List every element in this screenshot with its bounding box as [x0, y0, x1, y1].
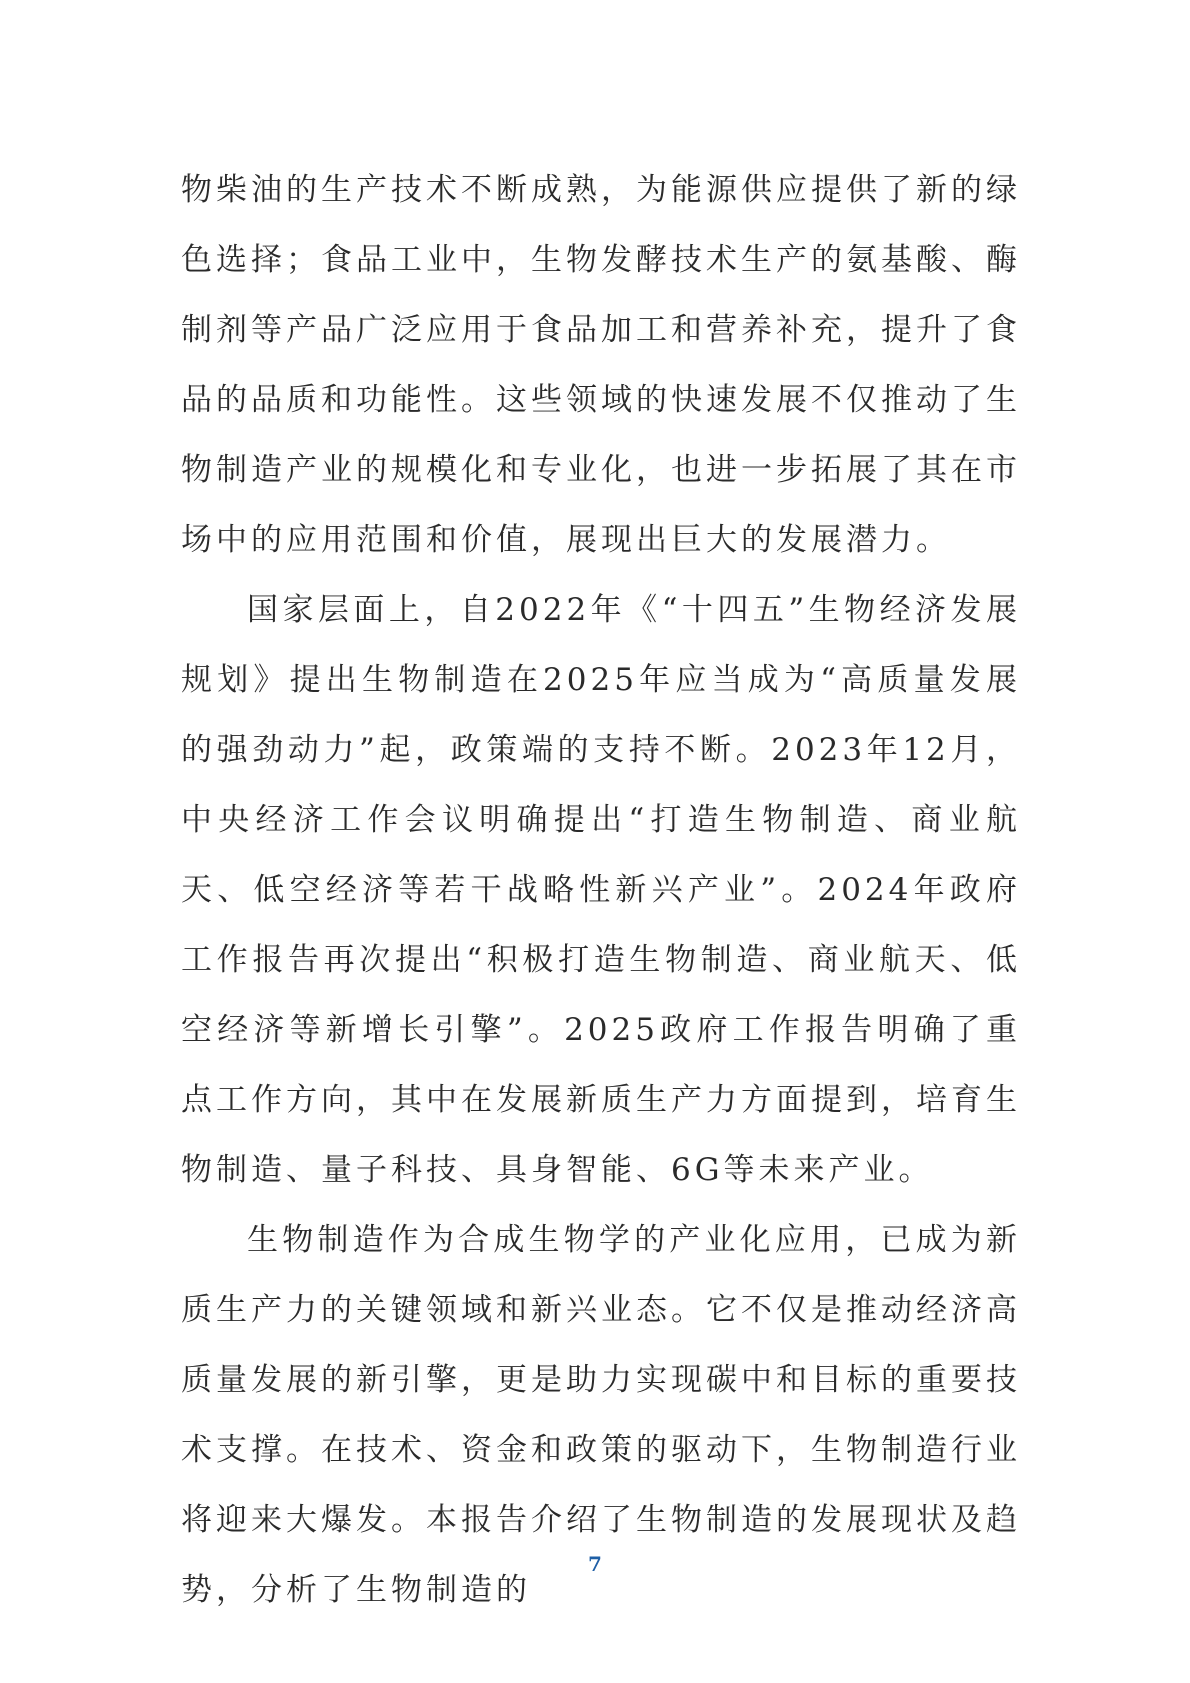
paragraph-continuation: 物柴油的生产技术不断成熟，为能源供应提供了新的绿色选择；食品工业中，生物发酵技术生产的氨基酸、酶制剂等产品广泛应用于食品加工和营养补充，提升了食品的品质和功能性。这些领域的快速发展不仅推动了生物制造产业的规模化和专业化，也进一步拓展了其在市场中的应用范围和价值，展现出巨大的发展潜力。	[181, 172, 1021, 558]
page-number: 7	[588, 1552, 602, 1576]
document-body	[181, 155, 1021, 1625]
paragraph-national-policy: 国家层面上，自2022年《“十四五”生物经济发展规划》提出生物制造在2025年应当成为“高质量发展的强劲动力”起，政策端的支持不断。2023年12月，中央经济工作会议明确提出“打造生物制造、商业航天、低空经济等若干战略性新兴产业”。2024年政府工作报告再次提出“积极打造生物制造、商业航天、低空经济等新增长引擎”。2025政府工作报告明确了重点工作方向，其中在发展新质生产力方面提到，培育生物制造、量子科技、具身智能、6G等未来产业。	[181, 592, 1021, 1188]
paragraph-biomanufacturing-summary: 生物制造作为合成生物学的产业化应用，已成为新质生产力的关键领域和新兴业态。它不仅是推动经济高质量发展的新引擎，更是助力实现碳中和目标的重要技术支撑。在技术、资金和政策的驱动下，生物制造行业将迎来大爆发。本报告介绍了生物制造的发展现状及趋势，分析了生物制造的	[181, 1222, 1021, 1608]
